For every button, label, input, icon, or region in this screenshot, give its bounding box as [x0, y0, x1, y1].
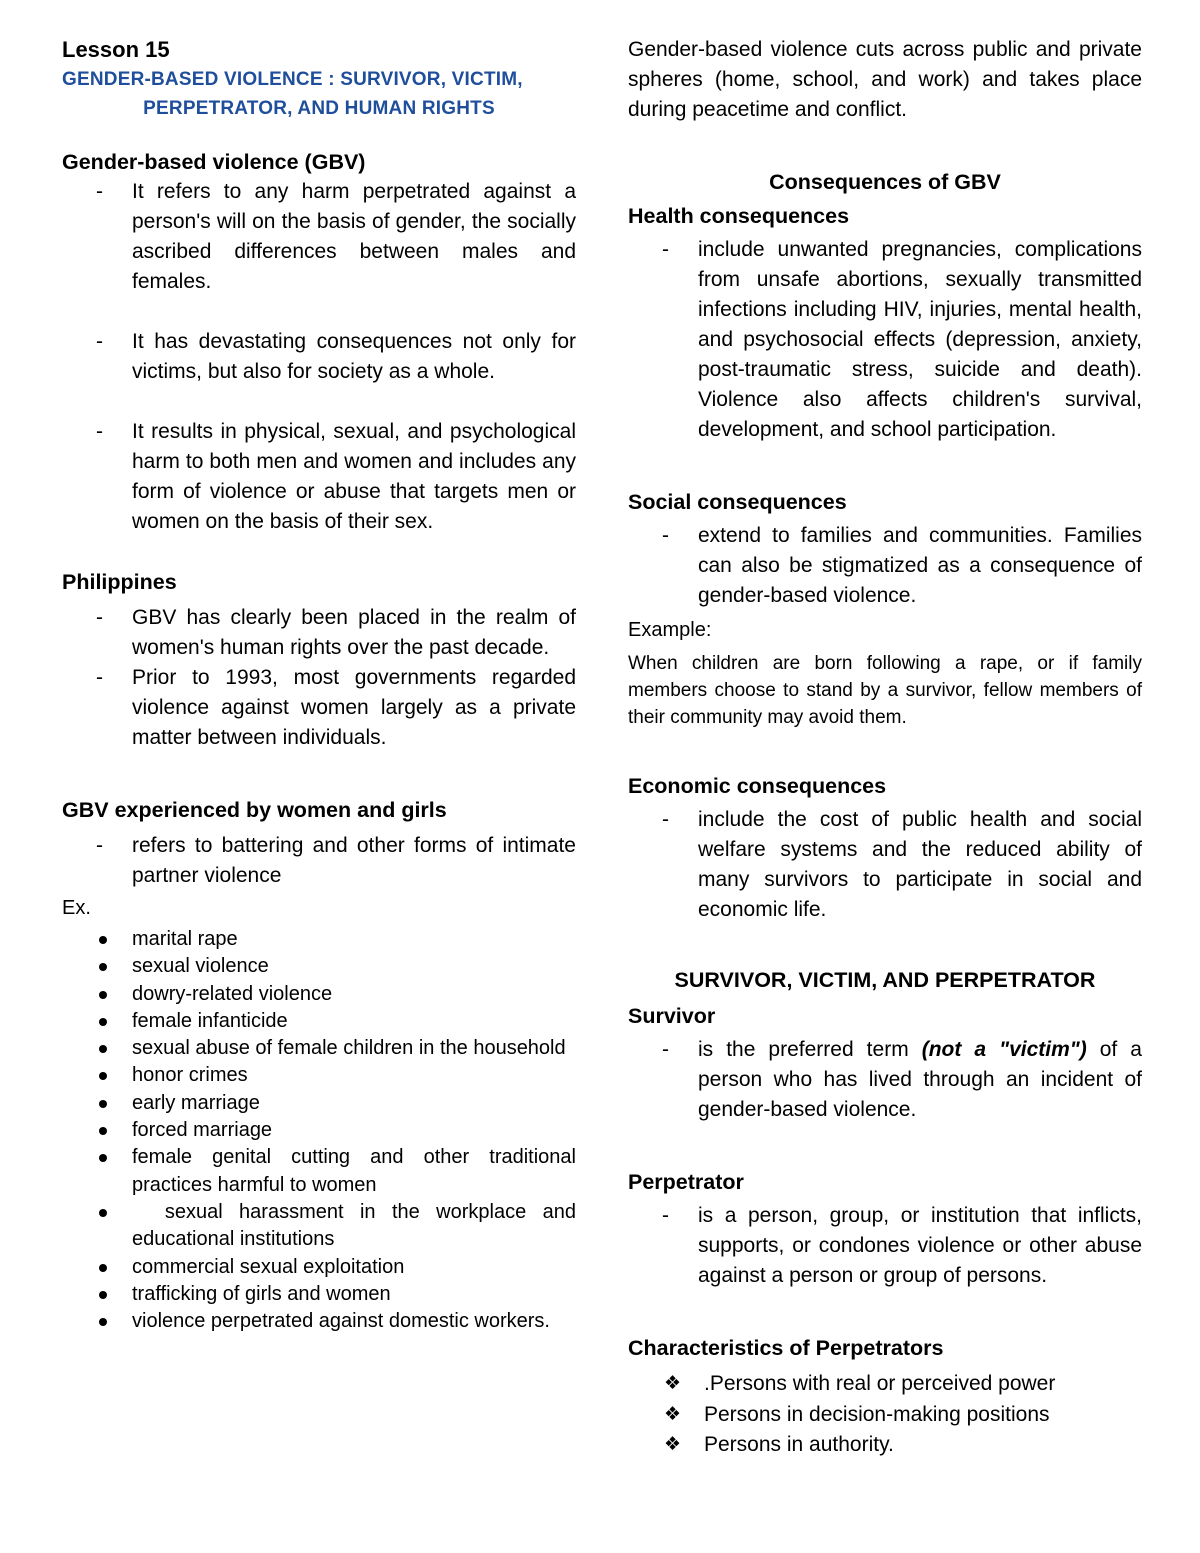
economic-heading: Economic consequences: [628, 774, 887, 798]
list-item: [628, 1430, 1142, 1461]
health-list: [628, 235, 1142, 445]
lesson-number: Lesson 15: [62, 37, 170, 62]
list-item: female genital cutting and other traditional practices harmful to women: [62, 1144, 576, 1199]
list-item: trafficking of girls and women: [62, 1281, 576, 1308]
diamond-bullet-icon: ❖: [664, 1403, 682, 1425]
consequences-heading: Consequences of GBV: [769, 170, 1001, 194]
philippines-list: [62, 603, 576, 753]
characteristic-text: Persons in decision-making positions: [704, 1402, 1050, 1426]
lesson-title-line1: GENDER-BASED VIOLENCE : SURVIVOR, VICTIM,: [62, 69, 523, 90]
list-item: - It results in physical, sexual, and psychological harm to both men and women and includes any form of violence or abuse that targets men or women on the basis of their sex.: [62, 417, 576, 537]
women-girls-heading: GBV experienced by women and girls: [62, 798, 447, 822]
gbv-definition-list: [62, 177, 576, 537]
characteristics-heading: Characteristics of Perpetrators: [628, 1336, 944, 1360]
list-item: violence perpetrated against domestic workers.: [62, 1308, 576, 1335]
list-item: sexual harassment in the workplace and educational institutions: [62, 1199, 576, 1254]
list-item: - is a person, group, or institution that inflicts, supports, or condones violence or other abuse against a person or group of persons.: [628, 1201, 1142, 1291]
list-item: commercial sexual exploitation: [62, 1254, 576, 1281]
survivor-emphasis: (not a "victim"): [921, 1038, 1087, 1061]
gbv-examples-list: [62, 926, 576, 1335]
list-item: - Prior to 1993, most governments regarded violence against women largely as a private matter between individuals.: [62, 663, 576, 753]
list-item: female infanticide: [62, 1008, 576, 1035]
list-item: dowry-related violence: [62, 981, 576, 1008]
list-item: - It refers to any harm perpetrated against a person's will on the basis of gender, the socially ascribed differences between males and females.: [62, 177, 576, 297]
left-column: [62, 35, 576, 1335]
characteristic-text: Persons in authority.: [704, 1433, 894, 1456]
list-item: - include the cost of public health and social welfare systems and the reduced ability of many survivors to participate in social and economic life.: [628, 805, 1142, 925]
right-column: [628, 35, 1142, 1461]
list-item: - GBV has clearly been placed in the realm of women's human rights over the past decade.: [62, 603, 576, 663]
philippines-heading: Philippines: [62, 570, 177, 594]
list-item: sexual abuse of female children in the household: [62, 1035, 576, 1062]
gbv-heading: Gender-based violence (GBV): [62, 150, 366, 174]
survivor-list: [628, 1035, 1142, 1125]
list-item: [628, 1400, 1142, 1431]
perpetrator-heading: Perpetrator: [628, 1170, 744, 1194]
diamond-bullet-icon: ❖: [664, 1434, 682, 1455]
list-item: - It has devastating consequences not only for victims, but also for society as a whole.: [62, 327, 576, 387]
social-list: [628, 521, 1142, 611]
list-item: [628, 1369, 1142, 1400]
list-item: honor crimes: [62, 1062, 576, 1089]
diamond-bullet-icon: ❖: [664, 1373, 682, 1394]
list-item: - extend to families and communities. Families can also be stigmatized as a consequence of gender-based violence.: [628, 521, 1142, 611]
health-heading: Health consequences: [628, 204, 850, 228]
intro-paragraph: Gender-based violence cuts across public and private spheres (home, school, and work) and takes place during peacetime and conflict.: [628, 38, 1142, 121]
survivor-text-post: of a person who has lived through an incident of gender-based violence.: [698, 1038, 1142, 1121]
list-item: forced marriage: [62, 1117, 576, 1144]
list-item: sexual violence: [62, 953, 576, 980]
perpetrator-list: [628, 1201, 1142, 1291]
ex-label: Ex.: [62, 897, 91, 919]
list-item: - include unwanted pregnancies, complications from unsafe abortions, sexually transmitted infections including HIV, injuries, mental health, and psychosocial effects (depression, anxiety, post-traumatic stress, suicide and death). Violence also affects children's survival, development, and school participation.: [628, 235, 1142, 445]
svp-heading: SURVIVOR, VICTIM, AND PERPETRATOR: [674, 968, 1096, 992]
survivor-text-pre: is the preferred term: [698, 1038, 922, 1061]
example-label: Example:: [628, 619, 712, 641]
list-item: early marriage: [62, 1090, 576, 1117]
list-item: - refers to battering and other forms of intimate partner violence: [62, 831, 576, 891]
characteristics-list: [628, 1369, 1142, 1461]
survivor-heading: Survivor: [628, 1004, 716, 1028]
example-paragraph: When children are born following a rape, or if family members choose to stand by a survivor, fellow members of their community may avoid them.: [628, 653, 1142, 728]
lesson-title: [62, 65, 576, 123]
social-heading: Social consequences: [628, 490, 847, 514]
list-item: marital rape: [62, 926, 576, 953]
list-item: [628, 1035, 1142, 1125]
women-girls-list: [62, 831, 576, 891]
lesson-title-line2: PERPETRATOR, AND HUMAN RIGHTS: [143, 98, 495, 119]
economic-list: [628, 805, 1142, 925]
characteristic-text: .Persons with real or perceived power: [704, 1372, 1056, 1395]
